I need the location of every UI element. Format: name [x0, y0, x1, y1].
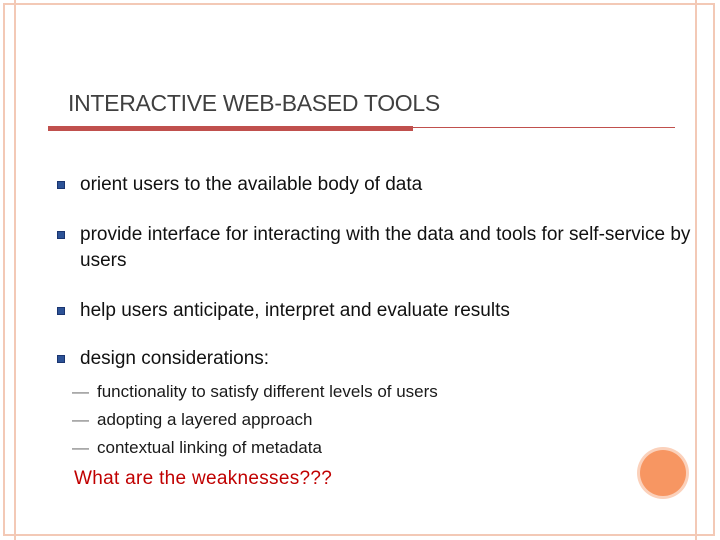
square-bullet-icon [57, 181, 65, 189]
decorative-circle [640, 450, 686, 496]
bullet-item [57, 172, 692, 198]
bullet-text: orient users to the available body of data [80, 174, 423, 195]
title-rule [413, 127, 675, 128]
bullet-text: help users anticipate, interpret and evaluate results [80, 300, 510, 321]
question-text: What are the weaknesses??? [74, 468, 333, 489]
dash-bullet-icon: — [72, 410, 89, 429]
dash-bullet-icon: — [72, 382, 89, 401]
sub-bullet-item [72, 382, 438, 402]
square-bullet-icon [57, 307, 65, 315]
bullet-text: design considerations: [80, 348, 270, 369]
bullet-text: provide interface for interacting with the data and tools for self-service by users [80, 224, 691, 271]
square-bullet-icon [57, 231, 65, 239]
sub-bullet-item [72, 438, 322, 458]
bullet-item [57, 298, 692, 324]
bullet-item [57, 222, 692, 274]
slide-title: INTERACTIVE WEB-BASED TOOLS [68, 90, 440, 116]
dash-bullet-icon: — [72, 438, 89, 457]
sub-bullet-text: functionality to satisfy different levels of users [97, 382, 438, 401]
bullet-item [57, 346, 692, 372]
title-underline [48, 126, 413, 131]
sub-bullet-text: adopting a layered approach [97, 410, 313, 429]
square-bullet-icon [57, 355, 65, 363]
sub-bullet-text: contextual linking of metadata [97, 438, 322, 457]
sub-bullet-item [72, 410, 313, 430]
